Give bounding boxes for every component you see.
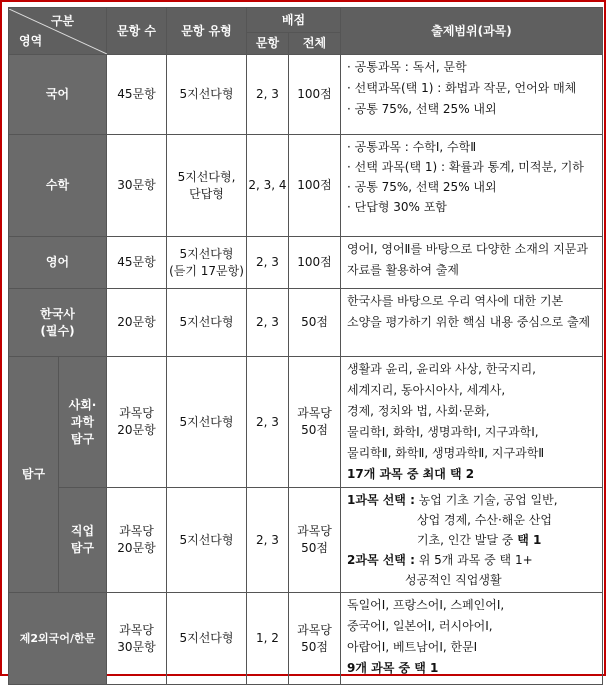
history-scope: 한국사를 바탕으로 우리 역사에 대한 기본 소양을 평가하기 위한 핵심 내용 중심으로 출제 (341, 289, 603, 357)
math-type: 5지선다형, 단답형 (167, 135, 247, 237)
header-scope: 출제범위(과목) (341, 8, 603, 55)
foreign-count: 과목당 30문항 (107, 593, 167, 685)
korean-item: 2, 3 (247, 55, 289, 135)
history-item: 2, 3 (247, 289, 289, 357)
math-total: 100점 (289, 135, 341, 237)
table-row-history (9, 289, 603, 357)
history-type: 5지선다형 (167, 289, 247, 357)
table-row-inquiry-social (9, 357, 603, 488)
inquiry-vocational-item: 2, 3 (247, 488, 289, 593)
inquiry-vocational-total: 과목당 50점 (289, 488, 341, 593)
foreign-scope: 독일어Ⅰ, 프랑스어Ⅰ, 스페인어Ⅰ, 중국어Ⅰ, 일본어Ⅰ, 러시아어Ⅰ, 아랍어Ⅰ, 베트남어Ⅰ, 한문Ⅰ 9개 과목 중 택 1 (341, 593, 603, 685)
foreign-item: 1, 2 (247, 593, 289, 685)
header-score: 배점 (247, 8, 341, 33)
inquiry-social-scope: 생활과 윤리, 윤리와 사상, 한국지리, 세계지리, 동아시아사, 세계사, 경제, 정치와 법, 사회·문화, 물리학Ⅰ, 화학Ⅰ, 생명과학Ⅰ, 지구과학Ⅰ, 물리학Ⅱ, 화학Ⅱ, 생명과학Ⅱ, 지구과학Ⅱ 17개 과목 중 최대 택 2 (341, 357, 603, 488)
header-num-questions: 문항 수 (107, 8, 167, 55)
header-score-item: 문항 (247, 33, 289, 55)
inquiry-social-type: 5지선다형 (167, 357, 247, 488)
english-scope: 영어Ⅰ, 영어Ⅱ를 바탕으로 다양한 소재의 지문과 자료를 활용하여 출제 (341, 237, 603, 289)
area-korean: 국어 (9, 55, 107, 135)
inquiry-social-note: 17개 과목 중 최대 택 2 (347, 467, 475, 481)
sel1-label: 1과목 선택 : (347, 493, 415, 507)
korean-type: 5지선다형 (167, 55, 247, 135)
header-q-type: 문항 유형 (167, 8, 247, 55)
foreign-type: 5지선다형 (167, 593, 247, 685)
area-english: 영어 (9, 237, 107, 289)
corner-header (9, 8, 107, 55)
inquiry-social-total: 과목당 50점 (289, 357, 341, 488)
area-history: 한국사 (필수) (9, 289, 107, 357)
inquiry-vocational-type: 5지선다형 (167, 488, 247, 593)
english-total: 100점 (289, 237, 341, 289)
english-item: 2, 3 (247, 237, 289, 289)
korean-count: 45문항 (107, 55, 167, 135)
area-foreign: 제2외국어/한문 (9, 593, 107, 685)
area-inquiry: 탐구 (9, 357, 59, 593)
table-row-foreign (9, 593, 603, 685)
math-scope: · 공통과목 : 수학Ⅰ, 수학Ⅱ · 선택 과목(택 1) : 확률과 통계, 미적분, 기하 · 공통 75%, 선택 25% 내외 · 단답형 30% 포함 (341, 135, 603, 237)
header-gubun: 구분 (50, 13, 74, 28)
inquiry-social-sub: 사회· 과학 탐구 (59, 357, 107, 488)
history-count: 20문항 (107, 289, 167, 357)
inquiry-vocational-sub: 직업 탐구 (59, 488, 107, 593)
inquiry-social-count: 과목당 20문항 (107, 357, 167, 488)
korean-total: 100점 (289, 55, 341, 135)
sel2-label: 2과목 선택 : (347, 553, 415, 567)
inquiry-vocational-scope: 1과목 선택 : 농업 기초 기술, 공업 일반, 상업 경제, 수산·해운 산업 기초, 인간 발달 중 택 1 2과목 선택 : 위 5개 과목 중 택 1+ 성공적인 직업생활 (341, 488, 603, 593)
inquiry-vocational-count: 과목당 20문항 (107, 488, 167, 593)
math-count: 30문항 (107, 135, 167, 237)
english-count: 45문항 (107, 237, 167, 289)
math-item: 2, 3, 4 (247, 135, 289, 237)
table-row-math (9, 135, 603, 237)
history-total: 50점 (289, 289, 341, 357)
area-math: 수학 (9, 135, 107, 237)
foreign-note: 9개 과목 중 택 1 (347, 661, 439, 675)
header-area: 영역 (19, 33, 43, 48)
table-row-english (9, 237, 603, 289)
table-row-korean (9, 55, 603, 135)
korean-scope: · 공통과목 : 독서, 문학 · 선택과목(택 1) : 화법과 작문, 언어와 매체 · 공통 75%, 선택 25% 내외 (341, 55, 603, 135)
table-row-inquiry-vocational (9, 488, 603, 593)
header-score-total: 전체 (289, 33, 341, 55)
english-type: 5지선다형 (듣기 17문항) (167, 237, 247, 289)
exam-table (8, 7, 603, 685)
inquiry-social-item: 2, 3 (247, 357, 289, 488)
foreign-total: 과목당 50점 (289, 593, 341, 685)
